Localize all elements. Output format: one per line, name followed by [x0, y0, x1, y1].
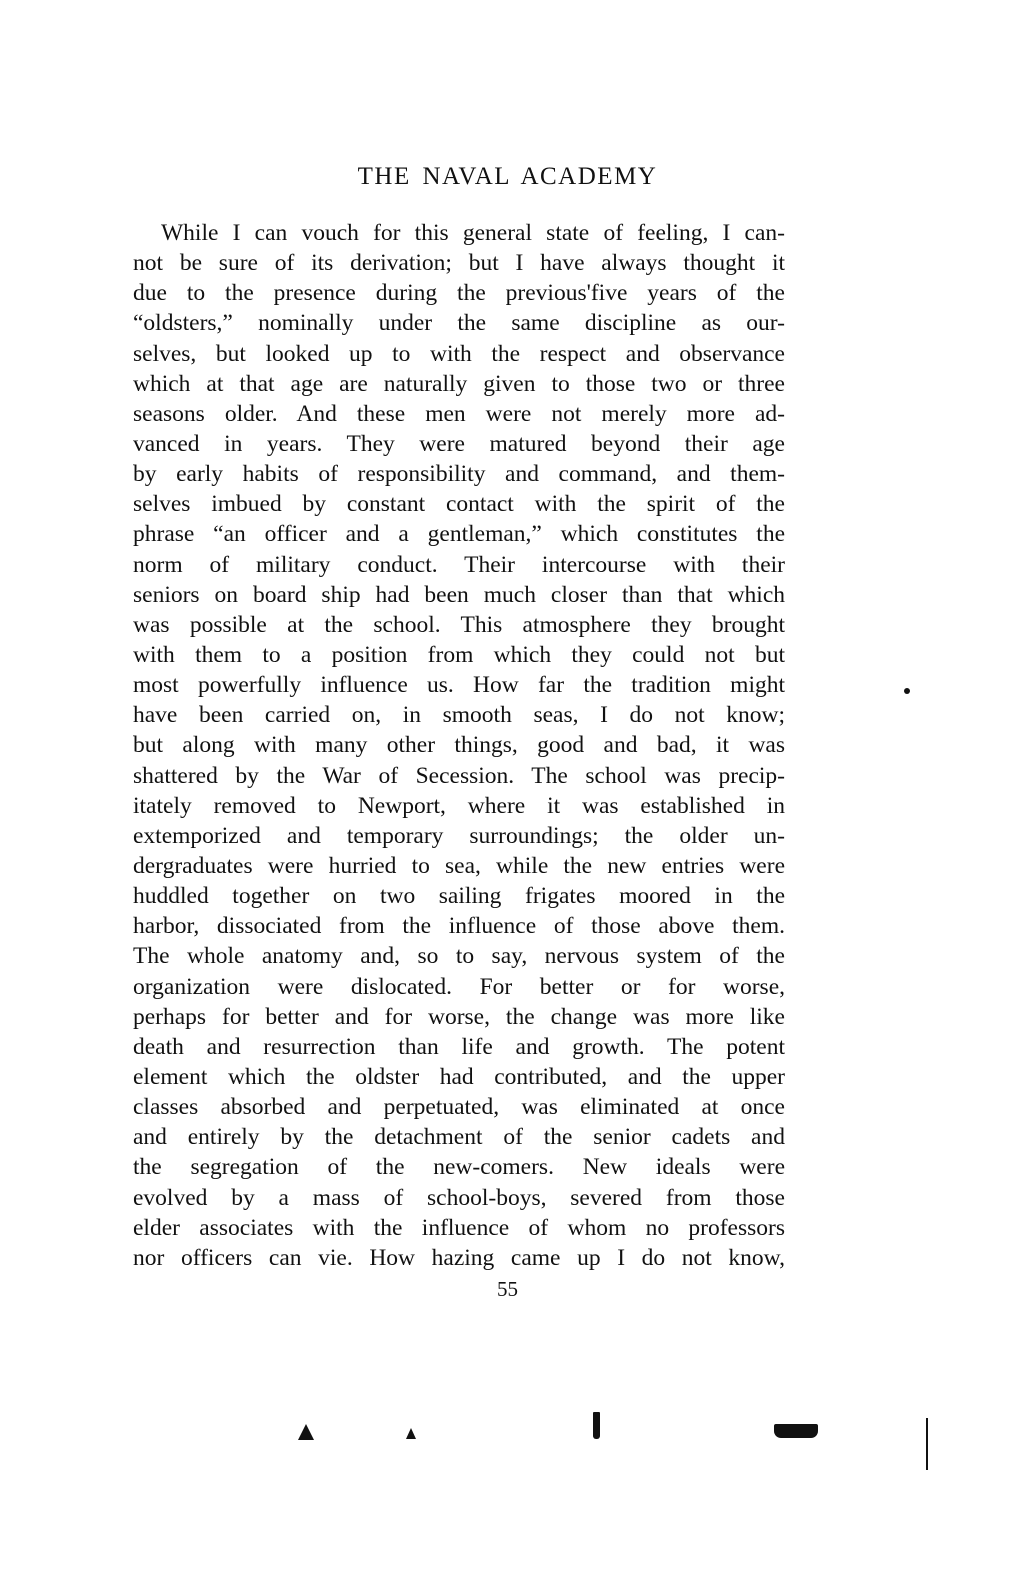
text-line: harbor, dissociated from the influence of those above them.: [133, 913, 785, 940]
scan-speck: [593, 1412, 600, 1439]
text-line: shattered by the War of Secession. The school was precip-: [133, 762, 785, 789]
body-text: [133, 218, 785, 1273]
text-line: vanced in years. They were matured beyond their age: [133, 430, 785, 457]
text-line: element which the oldster had contributed, and the upper: [133, 1063, 785, 1090]
text-line: seasons older. And these men were not merely more ad-: [133, 400, 785, 427]
text-line: by early habits of responsibility and command, and them-: [133, 461, 785, 488]
text-line: dergraduates were hurried to sea, while the new entries were: [133, 852, 785, 879]
text-line: death and resurrection than life and growth. The potent: [133, 1033, 785, 1060]
text-line: seniors on board ship had been much closer than that which: [133, 581, 785, 608]
page-number: 55: [497, 1277, 518, 1301]
text-line: “oldsters,” nominally under the same discipline as our-: [133, 310, 785, 337]
text-line: phrase “an officer and a gentleman,” which constitutes the: [133, 521, 785, 548]
text-line: huddled together on two sailing frigates moored in the: [133, 883, 785, 910]
text-line: norm of military conduct. Their intercourse with their: [133, 551, 785, 578]
text-line: have been carried on, in smooth seas, I do not know;: [133, 702, 785, 729]
text-line: classes absorbed and perpetuated, was eliminated at once: [133, 1094, 785, 1121]
text-line: selves, but looked up to with the respect and observance: [133, 340, 785, 367]
text-line: was possible at the school. This atmosphere they brought: [133, 611, 785, 638]
scan-speck: [904, 688, 910, 694]
text-line: and entirely by the detachment of the senior cadets and: [133, 1124, 785, 1151]
scan-speck: [926, 1418, 928, 1470]
text-line: organization were dislocated. For better or for worse,: [133, 973, 785, 1000]
text-line: which at that age are naturally given to those two or three: [133, 370, 785, 397]
text-line: selves imbued by constant contact with the spirit of the: [133, 491, 785, 518]
scan-speck: [774, 1424, 818, 1438]
scan-speck: [298, 1424, 314, 1440]
text-line: not be sure of its derivation; but I have always thought it: [133, 250, 785, 277]
text-line: but along with many other things, good and bad, it was: [133, 732, 785, 759]
text-line: The whole anatomy and, so to say, nervous system of the: [133, 943, 785, 970]
text-line: nor officers can vie. How hazing came up I do not know,: [133, 1244, 785, 1271]
text-line: While I can vouch for this general state of feeling, I can-: [161, 220, 785, 246]
text-line: itately removed to Newport, where it was established in: [133, 792, 785, 819]
text-line: evolved by a mass of school-boys, severed from those: [133, 1184, 785, 1211]
text-line: extemporized and temporary surroundings; the older un-: [133, 822, 785, 849]
text-line: with them to a position from which they could not but: [133, 641, 785, 668]
text-line: perhaps for better and for worse, the change was more like: [133, 1003, 785, 1030]
text-line: the segregation of the new-comers. New ideals were: [133, 1154, 785, 1181]
running-head: THE NAVAL ACADEMY: [357, 163, 658, 190]
text-line: most powerfully influence us. How far the tradition might: [133, 672, 785, 699]
text-line: due to the presence during the previous'five years of the: [133, 280, 785, 307]
scan-speck: [406, 1428, 416, 1439]
text-line: elder associates with the influence of whom no professors: [133, 1214, 785, 1241]
